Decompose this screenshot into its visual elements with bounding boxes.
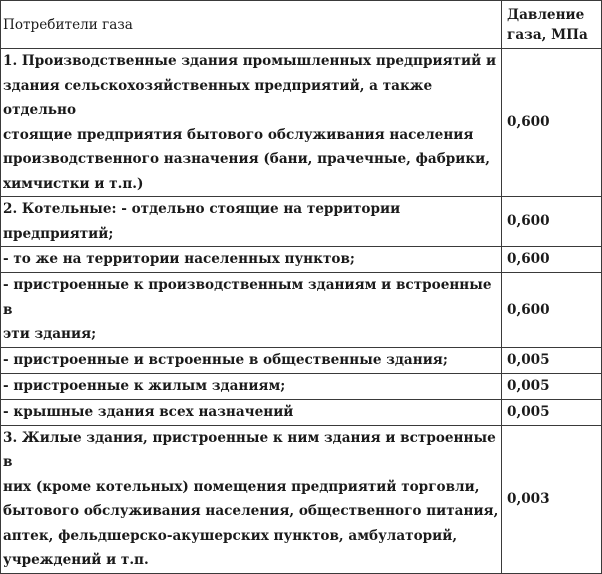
table-header-row bbox=[1, 1, 602, 49]
consumer-line: эти здания; bbox=[3, 326, 97, 342]
pressure-cell: 0,600 bbox=[502, 247, 602, 273]
consumer-line: - то же на территории населенных пунктов; bbox=[3, 251, 355, 268]
table-row bbox=[1, 373, 602, 399]
consumer-line: - пристроенные к жилым зданиям; bbox=[3, 377, 286, 394]
consumer-cell bbox=[1, 373, 502, 399]
consumer-line: здания сельскохозяйственных предприятий, а также отдельно bbox=[3, 77, 433, 118]
table-row bbox=[1, 399, 602, 425]
table-row bbox=[1, 273, 602, 348]
consumer-cell bbox=[1, 347, 502, 373]
pressure-cell: 0,005 bbox=[502, 347, 602, 373]
consumer-line: них (кроме котельных) помещения предприятий торговли, bbox=[3, 478, 480, 495]
consumer-cell bbox=[1, 399, 502, 425]
table-row bbox=[1, 49, 602, 197]
pressure-cell: 0,600 bbox=[502, 197, 602, 247]
consumer-line: 3. Жилые здания, пристроенные к ним здания и встроенные в bbox=[3, 429, 496, 470]
consumer-cell bbox=[1, 247, 502, 273]
table-row bbox=[1, 347, 602, 373]
consumer-line: учреждений и т.п. bbox=[3, 552, 149, 568]
consumer-cell bbox=[1, 197, 502, 247]
header-pressure bbox=[502, 1, 602, 49]
consumer-line: 2. Котельные: - отдельно стоящие на территории предприятий; bbox=[3, 201, 401, 242]
consumer-cell bbox=[1, 425, 502, 573]
table-row bbox=[1, 425, 602, 573]
consumer-line: - крышные здания всех назначений bbox=[3, 403, 294, 420]
consumer-line: бытового обслуживания населения, общественного питания, bbox=[3, 503, 499, 519]
table-row bbox=[1, 197, 602, 247]
header-pressure-line2: газа, МПа bbox=[507, 26, 588, 43]
pressure-cell: 0,600 bbox=[502, 49, 602, 197]
consumer-line: стоящие предприятия бытового обслуживания населения bbox=[3, 126, 474, 143]
consumer-line: химчистки и т.п.) bbox=[3, 175, 144, 192]
consumer-cell bbox=[1, 273, 502, 348]
header-pressure-line1: Давление bbox=[507, 6, 585, 23]
consumer-cell bbox=[1, 49, 502, 197]
pressure-cell: 0,003 bbox=[502, 425, 602, 573]
consumer-line: - пристроенные к производственным зданиям и встроенные в bbox=[3, 277, 492, 318]
pressure-cell: 0,600 bbox=[502, 273, 602, 348]
table-row bbox=[1, 247, 602, 273]
consumer-line: производственного назначения (бани, прачечные, фабрики, bbox=[3, 151, 490, 167]
consumer-line: 1. Производственные здания промышленных предприятий и bbox=[3, 53, 497, 69]
pressure-cell: 0,005 bbox=[502, 373, 602, 399]
consumer-line: аптек, фельдшерско-акушерских пунктов, амбулаторий, bbox=[3, 527, 458, 544]
pressure-cell: 0,005 bbox=[502, 399, 602, 425]
consumer-line: - пристроенные и встроенные в общественные здания; bbox=[3, 351, 448, 368]
header-consumer: Потребители газа bbox=[1, 1, 502, 49]
